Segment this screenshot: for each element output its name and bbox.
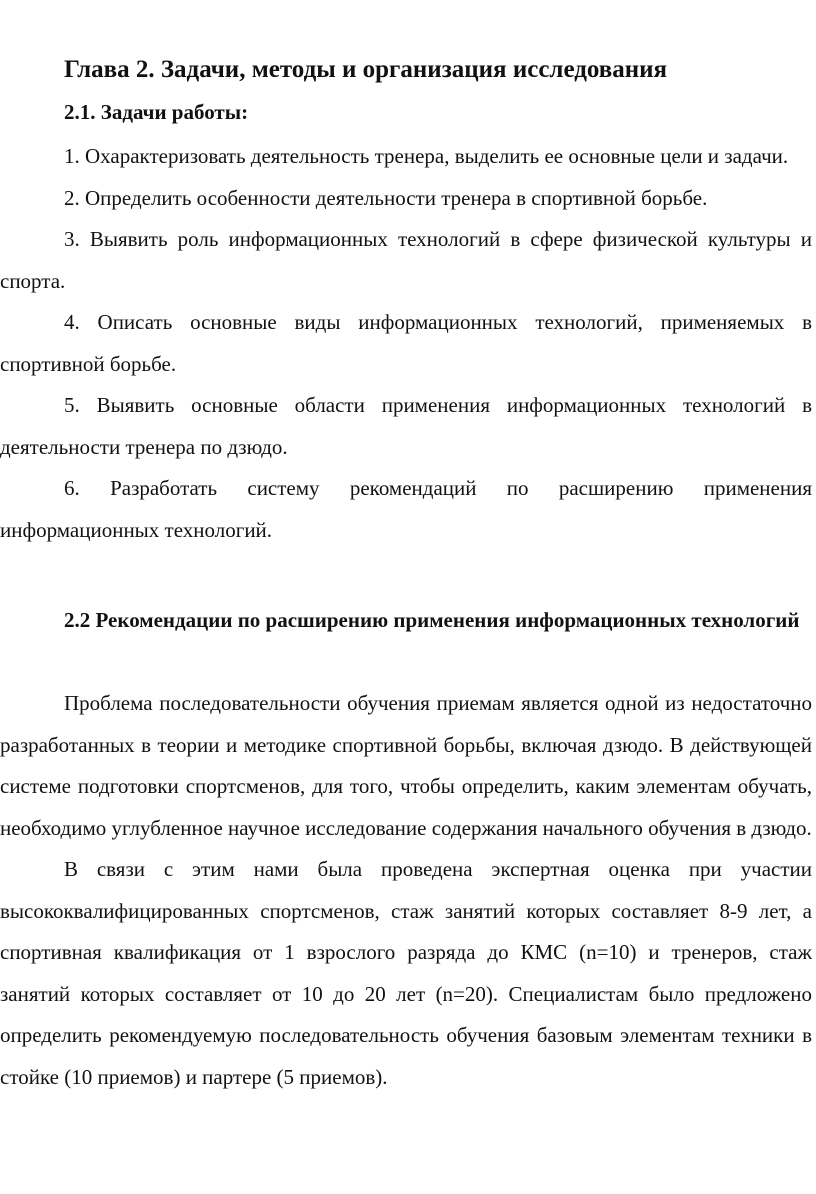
body-text: [0, 683, 812, 1098]
section-title-recommendations: 2.2 Рекомендации по расширению применения информационных технологий: [64, 608, 800, 632]
task-item: 6. Разработать систему рекомендаций по расширению применения информационных технологий.: [0, 476, 812, 542]
chapter-title: Глава 2. Задачи, методы и организация исследования: [64, 56, 668, 83]
task-item: 4. Описать основные виды информационных технологий, применяемых в спортивной борьбе.: [0, 310, 812, 376]
task-item: 5. Выявить основные области применения информационных технологий в деятельности тренера по дзюдо.: [0, 393, 812, 459]
task-item: 3. Выявить роль информационных технологий в сфере физической культуры и спорта.: [0, 227, 812, 293]
paragraph: В связи с этим нами была проведена экспертная оценка при участии высококвалифицированных спортсменов, стаж занятий которых составляет 8-9 лет, а спортивная квалификация от 1 взрослого разряда до КМС (n=10) и тренеров, стаж занятий которых составляет от 10 до 20 лет (n=20). Специалистам было предложено определить рекомендуемую последовательность обучения базовым элементам техники в стойке (10 приемов) и партере (5 приемов).: [0, 857, 812, 1089]
task-item: 2. Определить особенности деятельности тренера в спортивной борьбе.: [64, 185, 708, 210]
task-item: 1. Охарактеризовать деятельность тренера, выделить ее основные цели и задачи.: [64, 144, 789, 168]
paragraph: Проблема последовательности обучения приемам является одной из недостаточно разработанных в теории и методике спортивной борьбы, включая дзюдо. В действующей системе подготовки спортсменов, для того, чтобы определить, каким элементам обучать, необходимо углубленное научное исследование содержания начального обучения в дзюдо.: [0, 691, 812, 840]
section-title-tasks: 2.1. Задачи работы:: [64, 100, 249, 124]
task-list: [0, 136, 812, 551]
